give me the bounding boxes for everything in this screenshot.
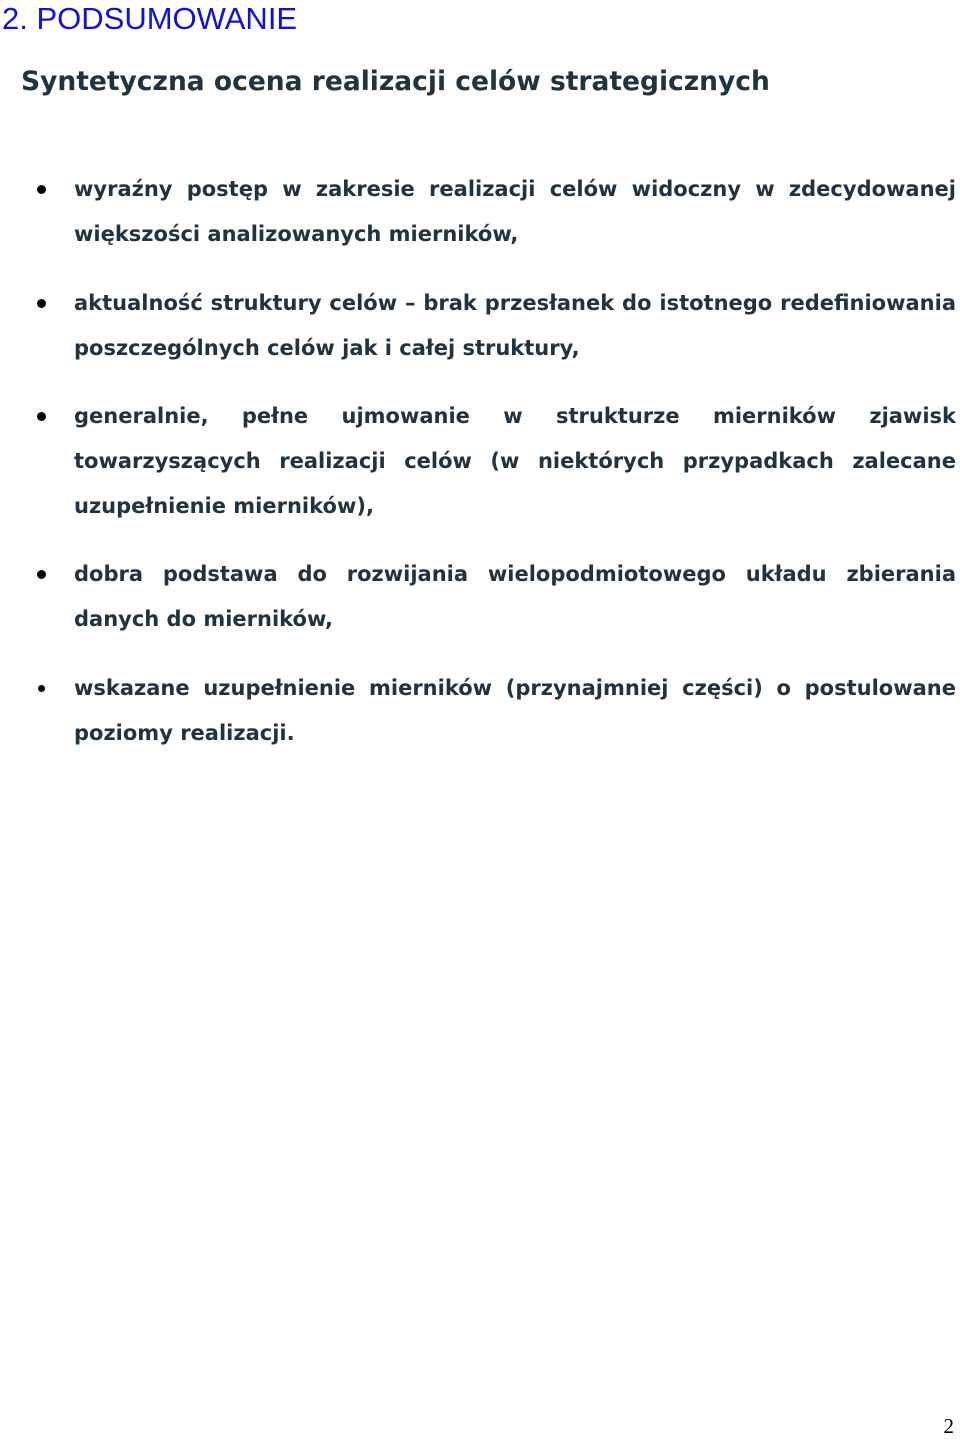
bullet-dot-icon — [38, 685, 45, 692]
section-heading: 2. PODSUMOWANIE — [2, 1, 298, 36]
bullet-item-progress — [74, 167, 956, 257]
bullet-text: wyraźny postęp w zakresie realizacji celów widoczny w zdecydowanej większości analizowanych mierników, — [74, 177, 956, 246]
bullet-item-target-levels — [74, 666, 956, 756]
page-number: 2 — [943, 1414, 954, 1438]
bullet-dot-icon — [37, 570, 46, 579]
bullet-item-data-collection — [74, 552, 956, 642]
bullet-dot-icon — [37, 299, 46, 308]
bullet-text: aktualność struktury celów – brak przesłanek do istotnego redefiniowania poszczególnych celów jak i całej struktury, — [74, 291, 956, 360]
bullet-text: generalnie, pełne ujmowanie w strukturze mierników zjawisk towarzyszących realizacji celów (w niektórych przypadkach zalecane uzupełnienie mierników), — [74, 404, 956, 518]
bullet-text: wskazane uzupełnienie mierników (przynajmniej części) o postulowane poziomy realizacji. — [74, 676, 956, 745]
bullet-dot-icon — [37, 185, 46, 194]
bullet-item-measures — [74, 394, 956, 529]
document-subtitle: Syntetyczna ocena realizacji celów strategicznych — [21, 66, 770, 97]
bullet-item-structure — [74, 281, 956, 371]
bullet-dot-icon — [37, 412, 46, 421]
bullet-text: dobra podstawa do rozwijania wielopodmiotowego układu zbierania danych do mierników, — [74, 562, 956, 631]
